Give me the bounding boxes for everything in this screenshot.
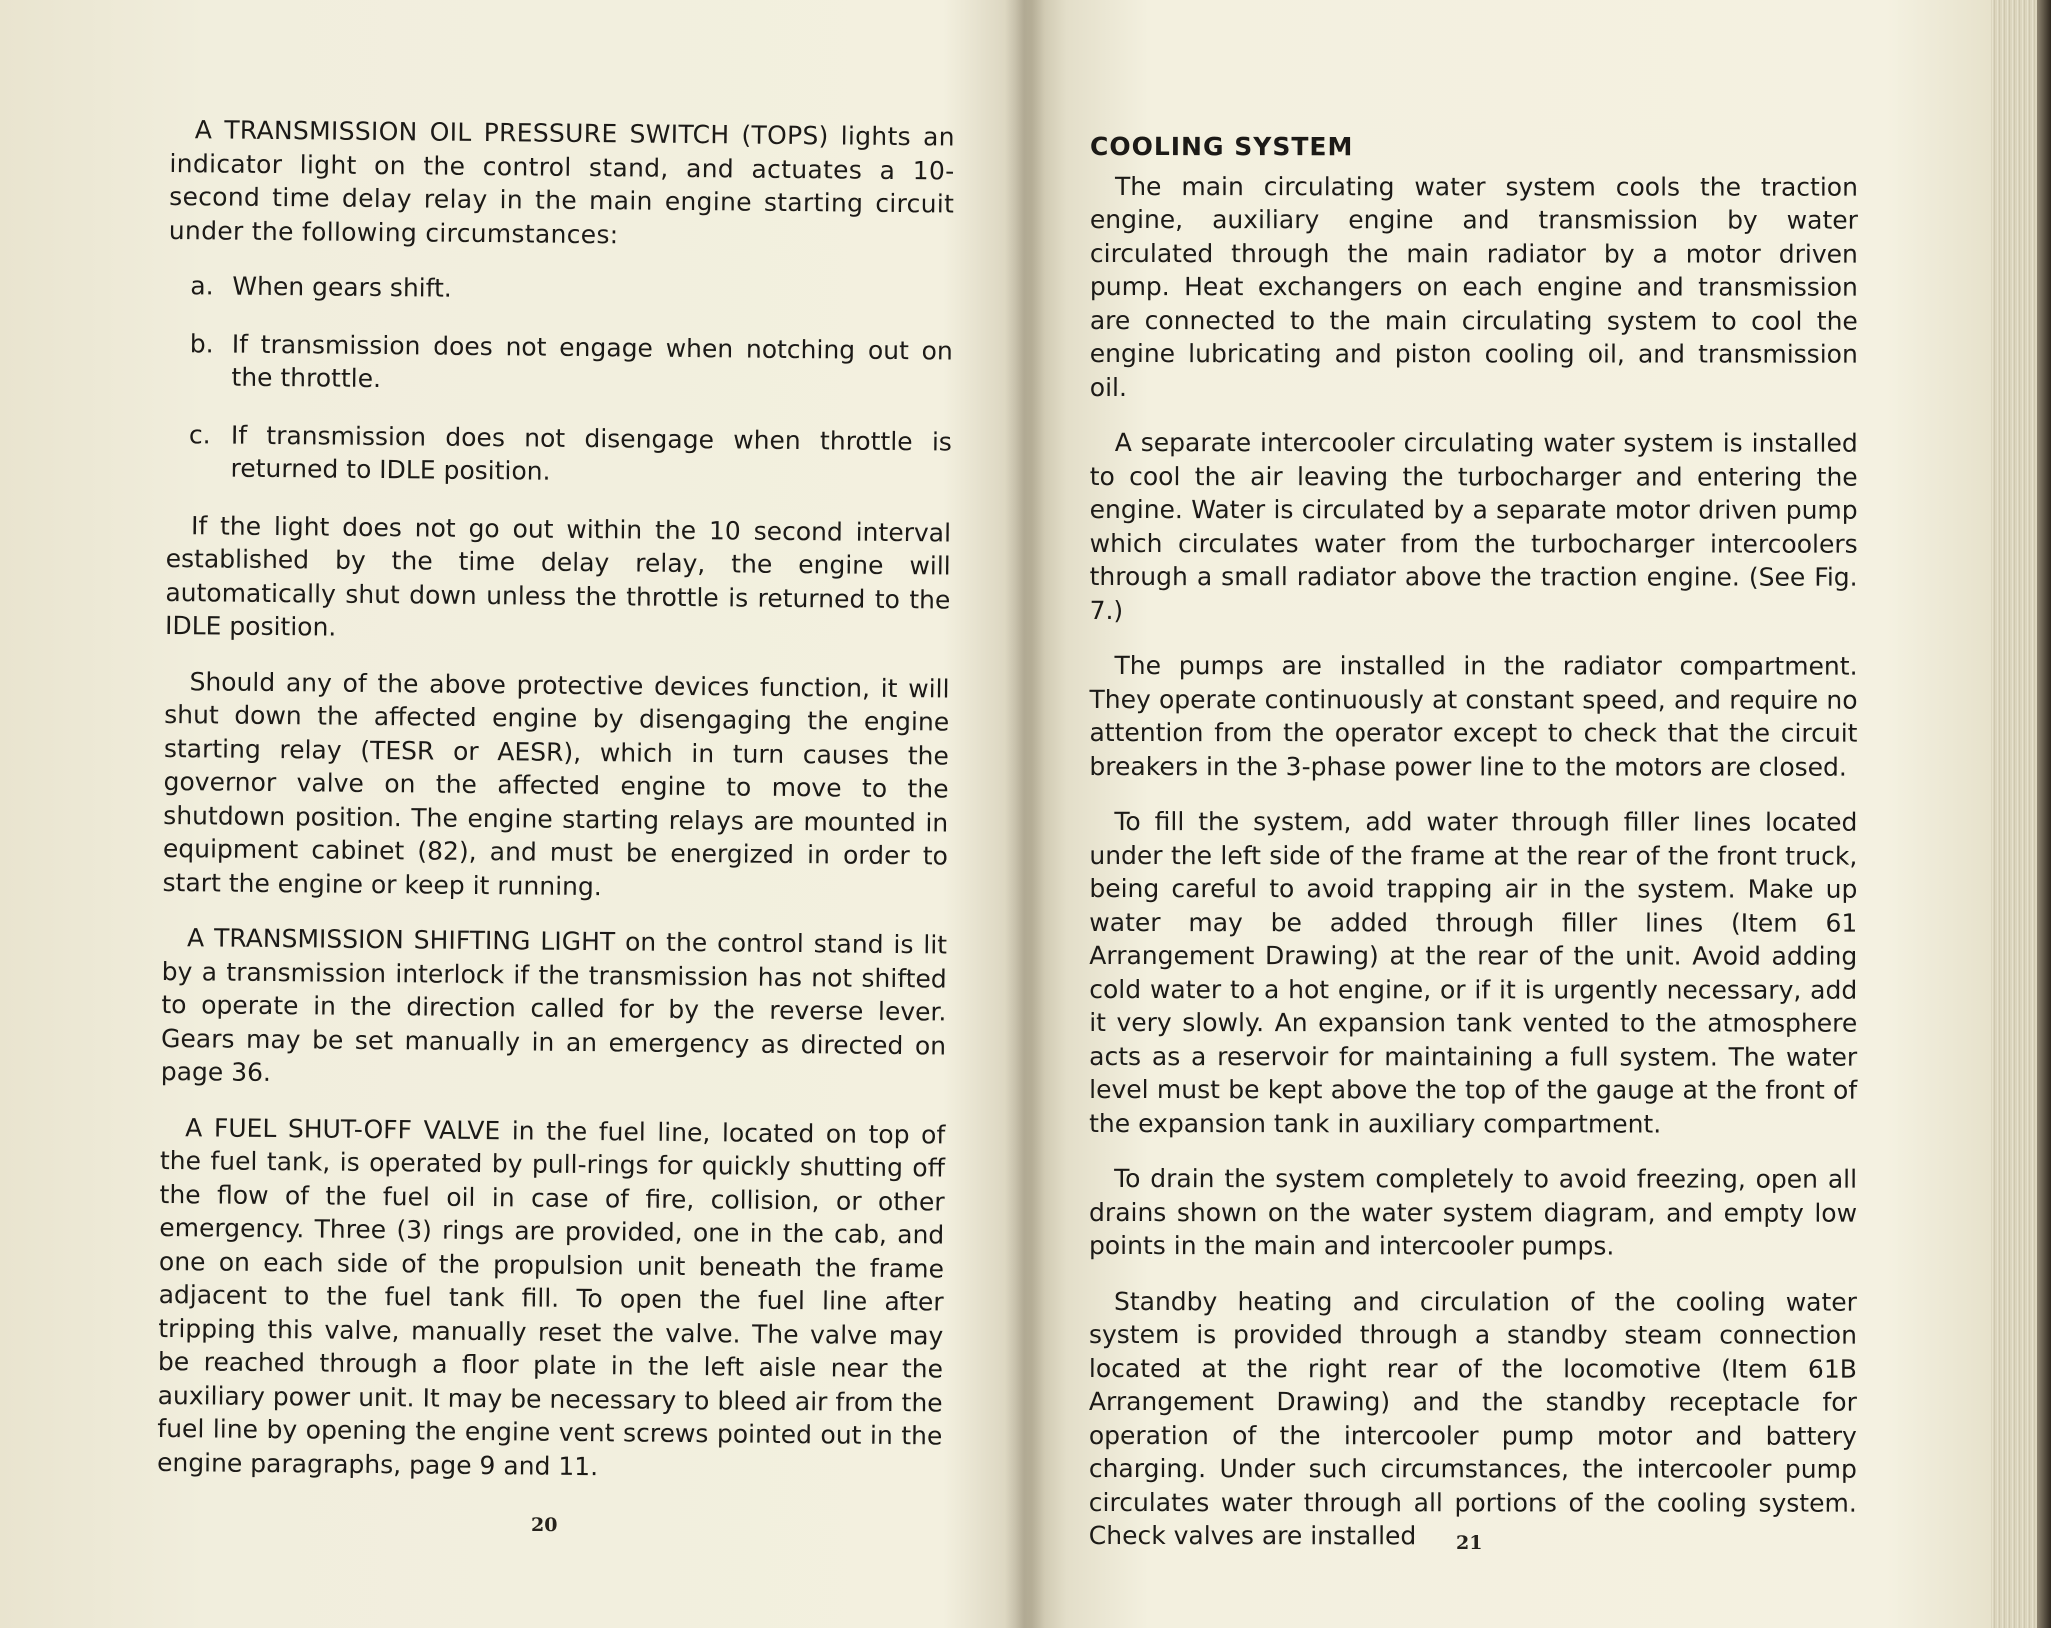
left-page: [157, 113, 955, 1508]
paragraph-intercooler: A separate intercooler circulating water system is installed to cool the air leaving the turbocharger and entering the engine. Water is circulated by a separate motor driven pump which circulates water from the turbocharger intercoolers through a small radiator above the traction engine. (See Fig. 7.): [1089, 428, 1858, 625]
paragraph-protective-devices: Should any of the above protective devices function, it will shut down the affected engine by disengaging the engine starting relay (TESR or AESR), which in turn causes the governor valve on the affected engine to move to the shutdown position. The engine starting relays are mounted in equipment cabinet (82), and must be energized in order to start the engine or keep it running.: [162, 666, 950, 901]
paragraph-tops: A TRANSMISSION OIL PRESSURE SWITCH (TOPS) lights an indicator light on the control stand, and actuates a 10-second time delay relay in the main engine starting circuit under the following circumstances:: [168, 115, 955, 249]
page-number-right: 21: [1456, 1532, 1483, 1554]
list-letter: a.: [190, 271, 214, 301]
list-text: When gears shift.: [232, 271, 452, 303]
right-page: [1089, 130, 1858, 1575]
list-text: If transmission does not engage when notching out on the throttle.: [231, 329, 953, 394]
section-title: COOLING SYSTEM: [1089, 132, 1354, 162]
paragraph-shifting-light: A TRANSMISSION SHIFTING LIGHT on the control stand is lit by a transmission interlock if the transmission has not shifted to operate in the direction called for by the reverse lever. Gears may be set manually in an emergency as directed on page 36.: [160, 923, 948, 1088]
paragraph-light-out: If the light does not go out within the 10 second interval established by the time delay relay, the engine will automatically shut down unless the throttle is returned to the IDLE position.: [164, 510, 952, 642]
paragraph-standby: Standby heating and circulation of the cooling water system is provided through a standby steam connection located at the right rear of the locomotive (Item 61B Arrangement Drawing) and the standby receptacle for operation of the intercooler pump motor and battery charging. Under such circumstances, the intercooler pump circulates water through all portions of the cooling system. Check valves are installed: [1088, 1286, 1857, 1551]
list-text: If transmission does not disengage when throttle is returned to IDLE position.: [230, 420, 953, 486]
list-item-a: [190, 269, 953, 310]
paragraph-pumps: The pumps are installed in the radiator compartment. They operate continuously at constant speed, and require no attention from the operator except to check that the circuit breakers in the 3-phase power line to the motors are closed.: [1089, 651, 1858, 782]
list-item-b: [189, 327, 953, 401]
book-gutter: [1005, 0, 1045, 1628]
paragraph-fuel-valve: A FUEL SHUT-OFF VALVE in the fuel line, located on top of the fuel tank, is operated by pull-rings for quickly shutting off the flow of the fuel oil in case of fire, collision, or other emergency. Three (3) rings are provided, one in the cab, and one on each side of the propulsion unit beneath the frame adjacent to the fuel tank fill. To open the fuel line after tripping this valve, manually reset the valve. The valve may be reached through a floor plate in the left aisle near the auxiliary power unit. It may be necessary to bleed air from the fuel line by opening the engine vent screws pointed out in the engine paragraphs, page 9 and 11.: [156, 1112, 946, 1481]
page-number-left: 20: [531, 1514, 558, 1536]
list-item-c: [188, 418, 952, 492]
list-letter: c.: [188, 419, 211, 449]
list-letter: b.: [189, 328, 214, 358]
paragraph-drain: To drain the system completely to avoid freezing, open all drains shown on the water system diagram, and empty low points in the main and intercooler pumps.: [1089, 1164, 1858, 1261]
paragraph-fill: To fill the system, add water through filler lines located under the left side of the frame at the rear of the front truck, being careful to avoid trapping air in the system. Make up water may be added through filler lines (Item 61 Arrangement Drawing) at the rear of the unit. Avoid adding cold water to a hot engine, or if it is urgently necessary, add it very slowly. An expansion tank vented to the atmosphere acts as a reservoir for maintaining a full system. The water level must be kept above the top of the gauge at the front of the expansion tank in auxiliary compartment.: [1089, 807, 1858, 1138]
page-fore-edge: [1991, 0, 2051, 1628]
paragraph-main-circulating: The main circulating water system cools the traction engine, auxiliary engine and transmission by water circulated through the main radiator by a motor driven pump. Heat exchangers on each engine and transmission are connected to the main circulating system to cool the engine lubricating and piston cooling oil, and transmission oil.: [1089, 171, 1858, 402]
